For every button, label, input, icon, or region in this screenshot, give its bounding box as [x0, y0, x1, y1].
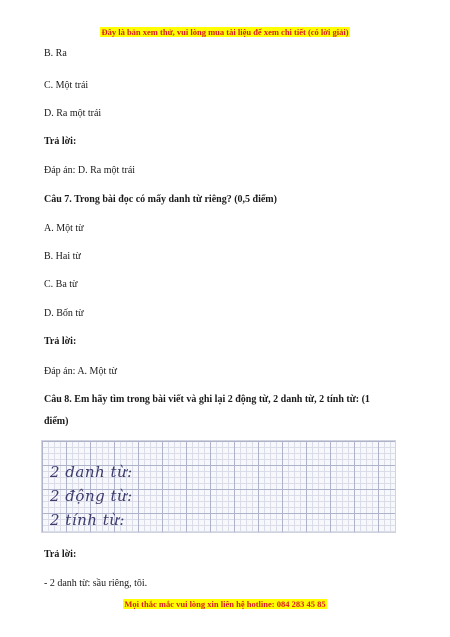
handwriting-line-nouns: 2 danh từ: [50, 463, 133, 481]
q7-option-a: A. Một từ [44, 223, 84, 234]
preview-notice-banner [0, 27, 450, 37]
handwriting-line-adjectives: 2 tính từ: [50, 511, 125, 529]
q7-answer: Đáp án: A. Một từ [44, 366, 117, 377]
hotline-footer-banner [0, 599, 450, 609]
q8-answer-nouns: - 2 danh từ: sầu riêng, tôi. [44, 578, 148, 589]
q6-answer: Đáp án: D. Ra một trái [44, 165, 136, 176]
q6-option-c: C. Một trái [44, 80, 89, 91]
q7-option-d: D. Bốn từ [44, 308, 84, 319]
preview-notice-text: Đây là bản xem thử, vui lòng mua tài liệu để xem chi tiết (có lời giải) [101, 27, 349, 37]
q7-question: Câu 7. Trong bài đọc có mấy danh từ riêng? (0,5 điểm) [44, 194, 277, 205]
q6-option-b: B. Ra [44, 48, 67, 59]
handwritten-grid-image [41, 440, 396, 533]
q8-answer-label: Trả lời: [44, 549, 77, 560]
hotline-text: Mọi thắc mắc vui lòng xin liên hệ hotline: 084 283 45 85 [124, 599, 326, 609]
q8-question: Câu 8. Em hãy tìm trong bài viết và ghi lại 2 động từ, 2 danh từ, 2 tính từ: (1 điểm) [44, 394, 370, 427]
handwriting-line-verbs: 2 động từ: [50, 487, 133, 505]
q6-answer-label: Trả lời: [44, 136, 77, 147]
q7-option-b: B. Hai từ [44, 251, 81, 262]
q6-option-d: D. Ra một trái [44, 108, 102, 119]
q7-option-c: C. Ba từ [44, 279, 78, 290]
q7-answer-label: Trả lời: [44, 336, 77, 347]
